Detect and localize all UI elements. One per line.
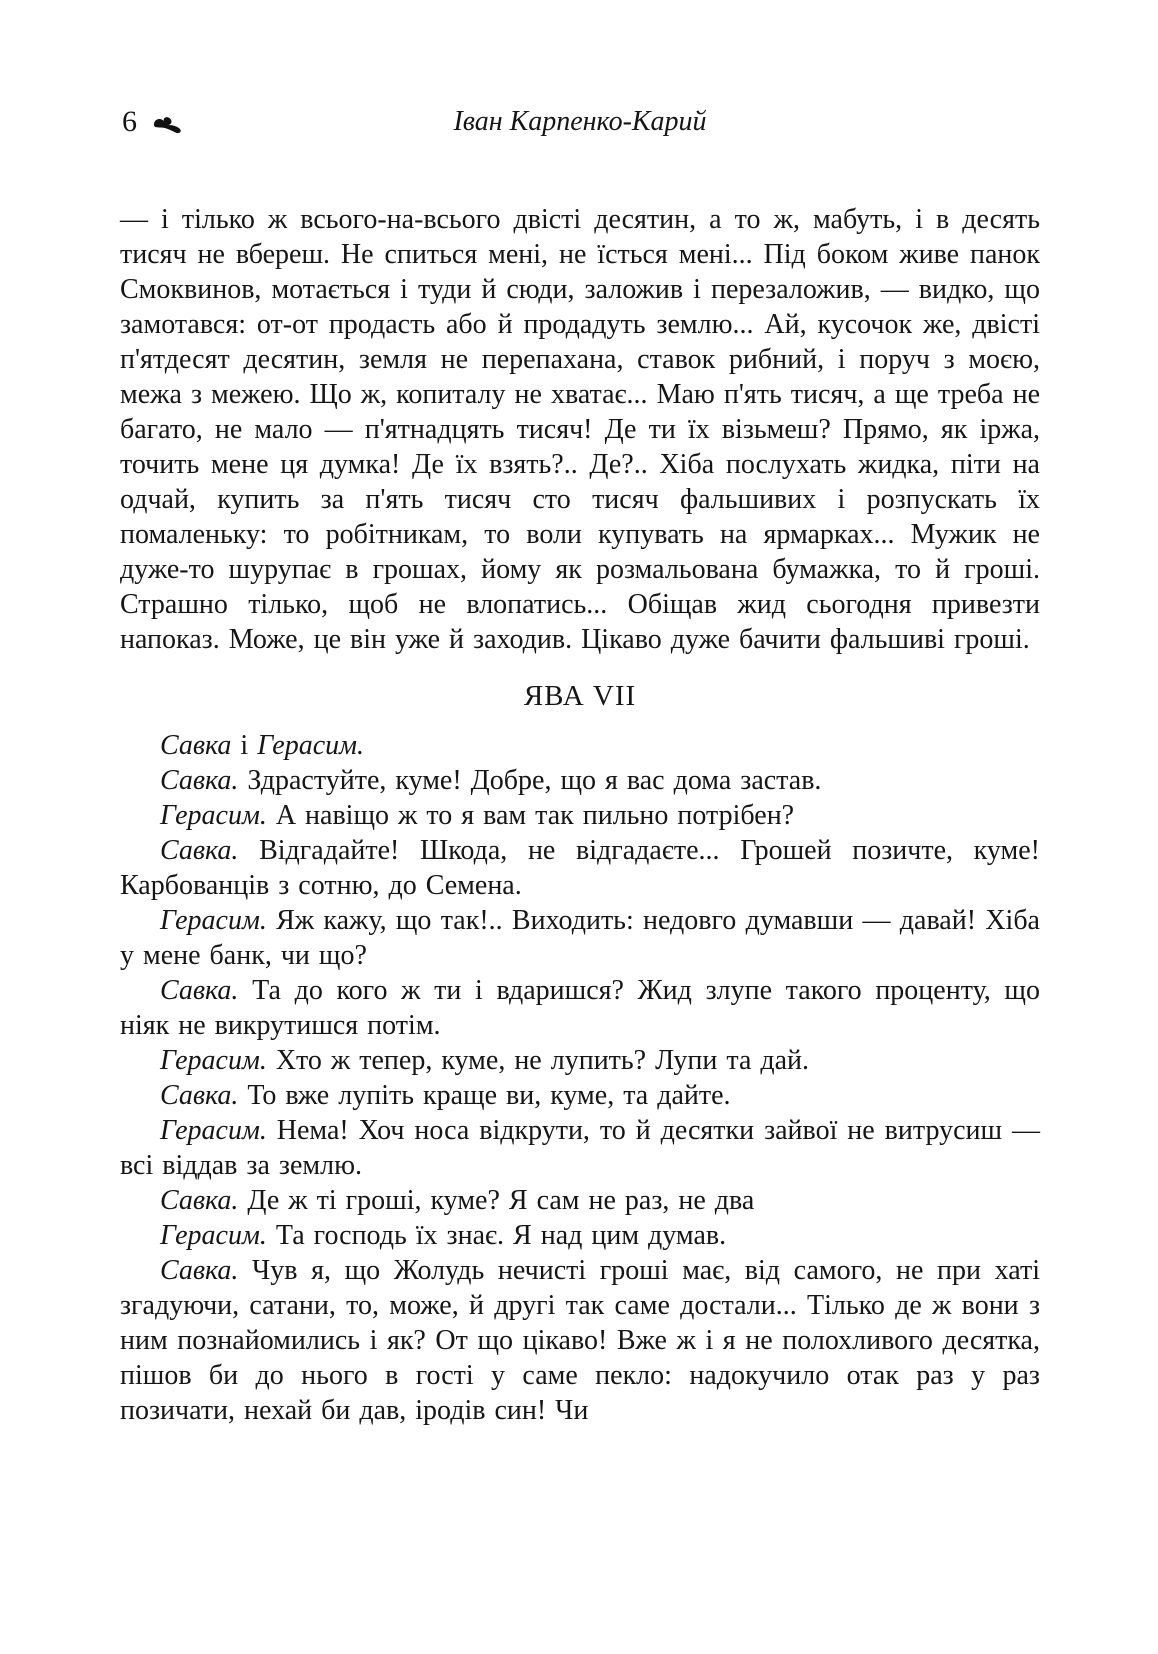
- dialogue-text: Здрастуйте, куме! Добре, що я вас дома застав.: [238, 765, 822, 796]
- dialogue-line: [120, 798, 1040, 833]
- cast-name: Герасим.: [257, 730, 365, 761]
- dialogue-line: [120, 1043, 1040, 1078]
- dialogue-line: [120, 1113, 1040, 1183]
- opening-monologue: — і тілько ж всього-на-всього двісті десятин, а то ж, мабуть, і в десять тисяч не вбереш. Не спиться мені, не їсться мені... Під боком живе панок Смоквинов, мотається і туди й сюди, заложив і перезаложив, — видко, що замотався: от-от продасть або й продадуть землю... Ай, кусочок же, двісті п'ятдесят десятин, земля не перепахана, ставок рибний, і поруч з моєю, межа з межею. Що ж, копиталу не хватає... Маю п'ять тисяч, а ще треба не багато, не мало — п'ятнадцять тисяч! Де ти їх візьмеш? Прямо, як іржа, точить мене ця думка! Де їх взять?.. Де?.. Хіба послухать жидка, піти на одчай, купить за п'ять тисяч сто тисяч фальшивих і розпускать їх помаленьку: то робітникам, то воли купувать на ярмарках... Мужик не дуже-то шурупає в грошах, йому як розмальована бумажка, то й гроші. Страшно тілько, щоб не влопатись... Обіщав жид сьогодня привезти напоказ. Може, це він уже й заходив. Цікаво дуже бачити фальшиві гроші.: [120, 204, 1040, 655]
- cast-separator: і: [231, 730, 258, 761]
- dialogue-text: А навіщо ж то я вам так пильно потрібен?: [266, 800, 795, 831]
- dialogue-text: Хто ж тепер, куме, не лупить? Лупи та дай.: [266, 1045, 810, 1076]
- stage-direction: [120, 728, 1040, 763]
- dialogue-line: [120, 1183, 1040, 1218]
- page-header: [120, 103, 1040, 141]
- scene-heading: ЯВА VII: [523, 680, 637, 712]
- dialogue-line: [120, 1253, 1040, 1428]
- dialogue-text: Яж кажу, що так!.. Виходить: недовго думавши — давай! Хіба у мене банк, чи що?: [120, 905, 1040, 971]
- folio: [122, 103, 185, 141]
- dialogue-line: [120, 833, 1040, 903]
- dialogue-line: [120, 1078, 1040, 1113]
- speaker-name: Герасим.: [160, 905, 267, 936]
- dialogue-text: Чув я, що Жолудь нечисті гроші має, від самого, не при хаті згадуючи, сатани, то, може, й другі так саме достали... Тілько де ж вони з ним познайомились і як? От що цікаво! Вже ж і я не полохливого десятка, пішов би до нього в гості у саме пекло: надокучило отак раз у раз позичати, нехай би дав, іродів син! Чи: [120, 1255, 1040, 1426]
- speaker-name: Герасим.: [160, 800, 267, 831]
- speaker-name: Савка.: [160, 835, 239, 866]
- fleuron-icon: [151, 108, 185, 136]
- dialogue-text: Та господь їх знає. Я над цим думав.: [266, 1220, 727, 1251]
- dialogue-text: Та до кого ж ти і вдаришся? Жид злупе такого проценту, що ніяк не викрутишся потім.: [120, 975, 1040, 1041]
- dialogue-line: [120, 1218, 1040, 1253]
- speaker-name: Савка.: [160, 975, 239, 1006]
- dialogue-line: [120, 763, 1040, 798]
- dialogue-text: То вже лупіть краще ви, куме, та дайте.: [238, 1080, 731, 1111]
- speaker-name: Герасим.: [160, 1220, 267, 1251]
- speaker-name: Савка.: [160, 765, 239, 796]
- dialogue-line: [120, 903, 1040, 973]
- dialogue-line: [120, 973, 1040, 1043]
- speaker-name: Савка.: [160, 1080, 239, 1111]
- speaker-name: Герасим.: [160, 1115, 267, 1146]
- page-number: 6: [122, 105, 137, 138]
- dialogue-text: Де ж ті гроші, куме? Я сам не раз, не два: [238, 1185, 755, 1216]
- cast-name: Савка: [160, 730, 232, 761]
- running-title: Іван Карпенко-Карий: [453, 106, 707, 137]
- dialogue-text: Нема! Хоч носа відкрути, то й десятки зайвої не витрусиш — всі віддав за землю.: [120, 1115, 1040, 1181]
- speaker-name: Савка.: [160, 1185, 239, 1216]
- speaker-name: Савка.: [160, 1255, 239, 1286]
- speaker-name: Герасим.: [160, 1045, 267, 1076]
- dialogue-text: Відгадайте! Шкода, не відгадаєте... Грошей позичте, куме! Карбованців з сотню, до Семена.: [120, 835, 1040, 901]
